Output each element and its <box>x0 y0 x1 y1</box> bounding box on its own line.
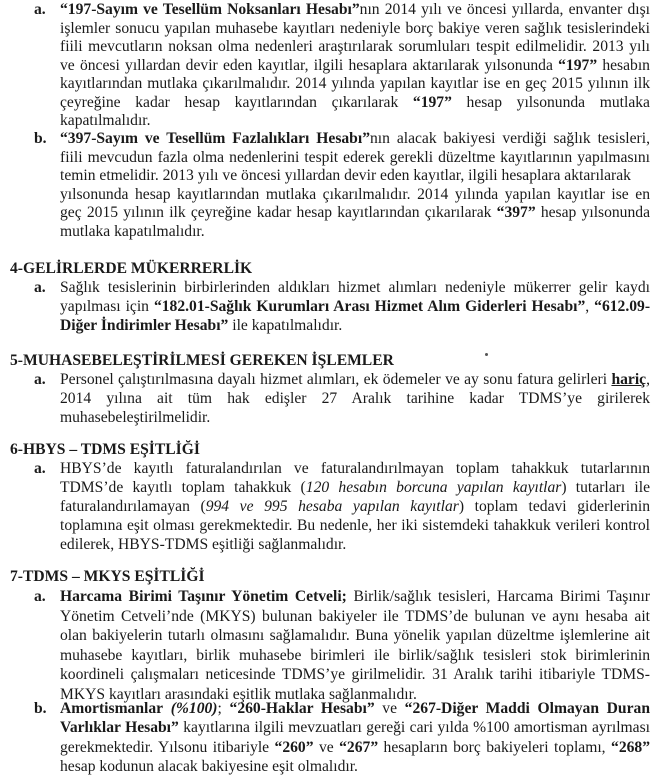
text-run: ; <box>217 700 230 717</box>
text-line <box>60 111 151 130</box>
text-run: “267” <box>339 738 379 756</box>
item-a-marker: a. <box>34 1 46 18</box>
text-run: hesap kodunun alacak bakiyesine eşit olmalıdır. <box>60 757 358 775</box>
text-run: kapatılmalıdır. <box>60 112 151 129</box>
text-line <box>60 626 650 645</box>
item-b-marker: b. <box>34 130 47 147</box>
section-7-b-marker: b. <box>34 700 47 717</box>
text-line <box>60 129 650 148</box>
text-run: yapılması için <box>60 298 154 315</box>
section-6-title: 6-HBYS – TDMS EŞİTLİĞİ <box>10 441 200 458</box>
text-run: işlemler sonucu yapılan muhasebe kayıtları nedeniyle borç bakiye veren sağlık tesislerindeki <box>60 19 650 37</box>
text-run: koordineli çalışmaları neticesinde TDMS’ye girilmelidir. 31 Aralık tarihi itibariyle TDMS- <box>60 666 650 683</box>
text-run: , <box>646 371 650 388</box>
text-line <box>60 93 650 112</box>
text-line <box>60 665 650 684</box>
text-run: kayıtlarından mutlaka çıkarılmalıdır. 2014 yılında yapılan kayıtlar ise en geç 2015 yılının ilk <box>60 75 650 92</box>
section-6-marker: a. <box>34 460 46 477</box>
text-run: 2014 yılına ait tüm hak edişler 27 Aralık tarihine kadar TDMS’ye girilerek <box>60 390 650 407</box>
text-line <box>60 459 650 478</box>
text-run: hesap yılsonunda <box>535 204 650 221</box>
text-run: HBYS’de kayıtlı faturalandırılan ve faturalandırılmayan toplam tahakkuk tutarlarının <box>60 460 650 477</box>
text-run: (%100) <box>170 700 218 717</box>
text-run: “260” <box>274 738 314 756</box>
text-run: 994 ve 995 hesaba yapılan kayıtlar <box>205 498 459 515</box>
text-run: ) tutarları ile <box>561 479 650 496</box>
text-run: “197-Sayım ve Tesellüm Noksanları Hesabı” <box>60 1 360 18</box>
text-run: nın alacak bakiyesi verdiği sağlık tesisleri, <box>370 130 650 147</box>
text-run: nın 2014 yılı ve öncesi yıllarda, envanter dışı <box>359 1 650 18</box>
text-line <box>60 74 650 93</box>
section-7-title: 7-TDMS – MKYS EŞİTLİĞİ <box>10 568 205 585</box>
text-run: hesabın <box>597 56 650 74</box>
text-run: 120 hesabın borcuna yapılan kayıtlar <box>305 479 562 496</box>
section-5-title: 5-MUHASEBELEŞTİRİLMESİ GEREKEN İŞLEMLER <box>10 352 394 369</box>
text-run: faturalandırılamayan ( <box>60 498 206 515</box>
section-7-a-marker: a. <box>34 588 46 605</box>
scan-speck <box>485 353 488 356</box>
text-line <box>60 587 650 606</box>
text-line <box>60 478 650 497</box>
text-run: toplamına eşit olması gerekmektedir. Bu nedenle, her iki sistemdeki tahakkuk verileri kontrol <box>60 517 650 534</box>
text-run <box>163 700 171 717</box>
text-line <box>60 56 650 75</box>
text-line <box>60 738 650 757</box>
text-run: hesap yılsonunda mutlaka <box>451 93 650 111</box>
text-line <box>60 757 358 776</box>
text-run: Yönetim Cetveli’nde (MKYS) bulunan bakiyeler ile TDMS’de bulunan ve aynı hesaba ait <box>60 607 650 625</box>
text-run: Sağlık tesislerinin birbirlerinden aldıkları hizmet alımları nedeniyle mükerrer gelir kaydı <box>60 279 650 296</box>
text-run: Birlik/sağlık tesisleri, Harcama Birimi Taşınır <box>346 588 650 605</box>
text-line <box>60 278 650 297</box>
text-line <box>60 316 342 335</box>
text-line <box>60 203 650 222</box>
text-line <box>60 408 210 427</box>
text-run: “182.01-Sağlık Kurumları Arası Hizmet Alım Giderleri Hesabı” <box>153 298 586 315</box>
text-run: TDMS’de kayıtlı toplam tahakkuk ( <box>60 479 306 496</box>
text-line <box>60 607 650 626</box>
text-run: “197” <box>412 93 452 111</box>
text-line <box>60 19 650 38</box>
text-run: Diğer İndirimler Hesabı” <box>60 317 229 334</box>
text-run: “397” <box>496 204 536 221</box>
text-line <box>60 297 650 316</box>
text-run: “267-Diğer Maddi Olmayan Duran <box>404 700 650 717</box>
text-run: ve <box>374 700 405 717</box>
text-run: temin etmelidir. 2013 yılı ve öncesi yıllardan devir eden kayıtlar, ilgili hesaplara aktarılarak <box>60 167 631 184</box>
text-run: muhasebeleştirilmelidir. <box>60 409 211 426</box>
text-run: Harcama Birimi Taşınır Yönetim Cetveli; <box>60 588 347 605</box>
text-line <box>60 185 650 204</box>
text-run: muhasebe kayıtları, birlik muhasebe birimleri ile birlik/sağlık tesisleri stok birimlerinin <box>60 646 650 664</box>
text-run: hesapların borç bakiyeleri toplamı, <box>378 738 612 756</box>
text-line <box>60 497 650 516</box>
text-run: ve öncesi yıllardan devir eden kayıtlar, ilgili hesaplara aktarılarak yılsonunda <box>60 56 559 74</box>
section-5-marker: a. <box>34 371 46 388</box>
text-line <box>60 148 650 167</box>
text-run: , <box>585 298 595 315</box>
text-run: gerekmektedir. Yılsonu itibariyle <box>60 738 275 756</box>
text-run: ) toplam tedavi giderlerinin <box>458 498 650 515</box>
text-line <box>60 0 650 19</box>
text-line <box>60 222 205 241</box>
text-run: Varlıklar Hesabı” <box>60 719 179 737</box>
text-run: olan bakiyelerin tutarlı olmasını sağlamalıdır. Buna yönelik yapılan düzeltme işlemlerine ait <box>60 627 650 644</box>
text-run: mutlaka kapatılmalıdır. <box>60 222 205 240</box>
text-run: “612.09- <box>594 298 651 315</box>
text-run: çeyreğine kadar hesap kayıtlarından çıkarılarak <box>60 93 413 111</box>
text-run: MKYS kayıtları arasındaki eşitlik mutlaka sağlanmalıdır. <box>60 685 417 703</box>
text-run: ve <box>313 738 340 756</box>
text-run: fiili mevcudun fazla olma nedenlerini tespit ederek gerekli düzeltme kayıtlarının yapılmasını <box>60 148 650 166</box>
text-line <box>60 166 631 185</box>
text-line <box>60 535 346 554</box>
text-run: “268” <box>611 738 650 756</box>
text-run: Personel çalıştırılmasına dayalı hizmet alımları, ek ödemeler ve ay sonu fatura gelirleri <box>60 371 612 388</box>
text-line <box>60 370 650 389</box>
text-run: hariç <box>611 371 647 388</box>
text-run: yılsonunda hesap kayıtlarından mutlaka çıkarılmalıdır. 2014 yılında yapılan kayıtlar ise en <box>60 185 650 203</box>
text-run: “397-Sayım ve Tesellüm Fazlalıkları Hesabı” <box>60 130 370 147</box>
text-run: edilerek, HBYS-TDMS eşitliği sağlanmalıdır. <box>60 536 347 553</box>
text-run: geç 2015 yılının ilk çeyreğine kadar hesap kayıtlarından çıkarılarak <box>60 204 497 221</box>
text-line <box>60 699 650 718</box>
text-line <box>60 389 650 408</box>
text-run: ile kapatılmalıdır. <box>228 317 343 334</box>
text-line <box>60 646 650 665</box>
text-run: Amortismanlar <box>60 700 164 717</box>
text-line <box>60 718 650 737</box>
text-run: “197” <box>558 56 598 74</box>
text-run: kayıtlarına ilgili mevzuatları gereği cari yılda %100 amortisman ayrılması <box>178 719 650 737</box>
section-4-title: 4-GELİRLERDE MÜKERRERLİK <box>10 260 253 277</box>
text-run: “260-Haklar Hesabı” <box>229 700 375 717</box>
text-line <box>60 37 650 56</box>
text-line <box>60 516 650 535</box>
text-run: fiili mevcutların noksan olma nedenleri araştırılarak sorumluları tespit edilmelidir. 2013 yılı <box>60 38 650 55</box>
section-4-marker: a. <box>34 279 46 296</box>
